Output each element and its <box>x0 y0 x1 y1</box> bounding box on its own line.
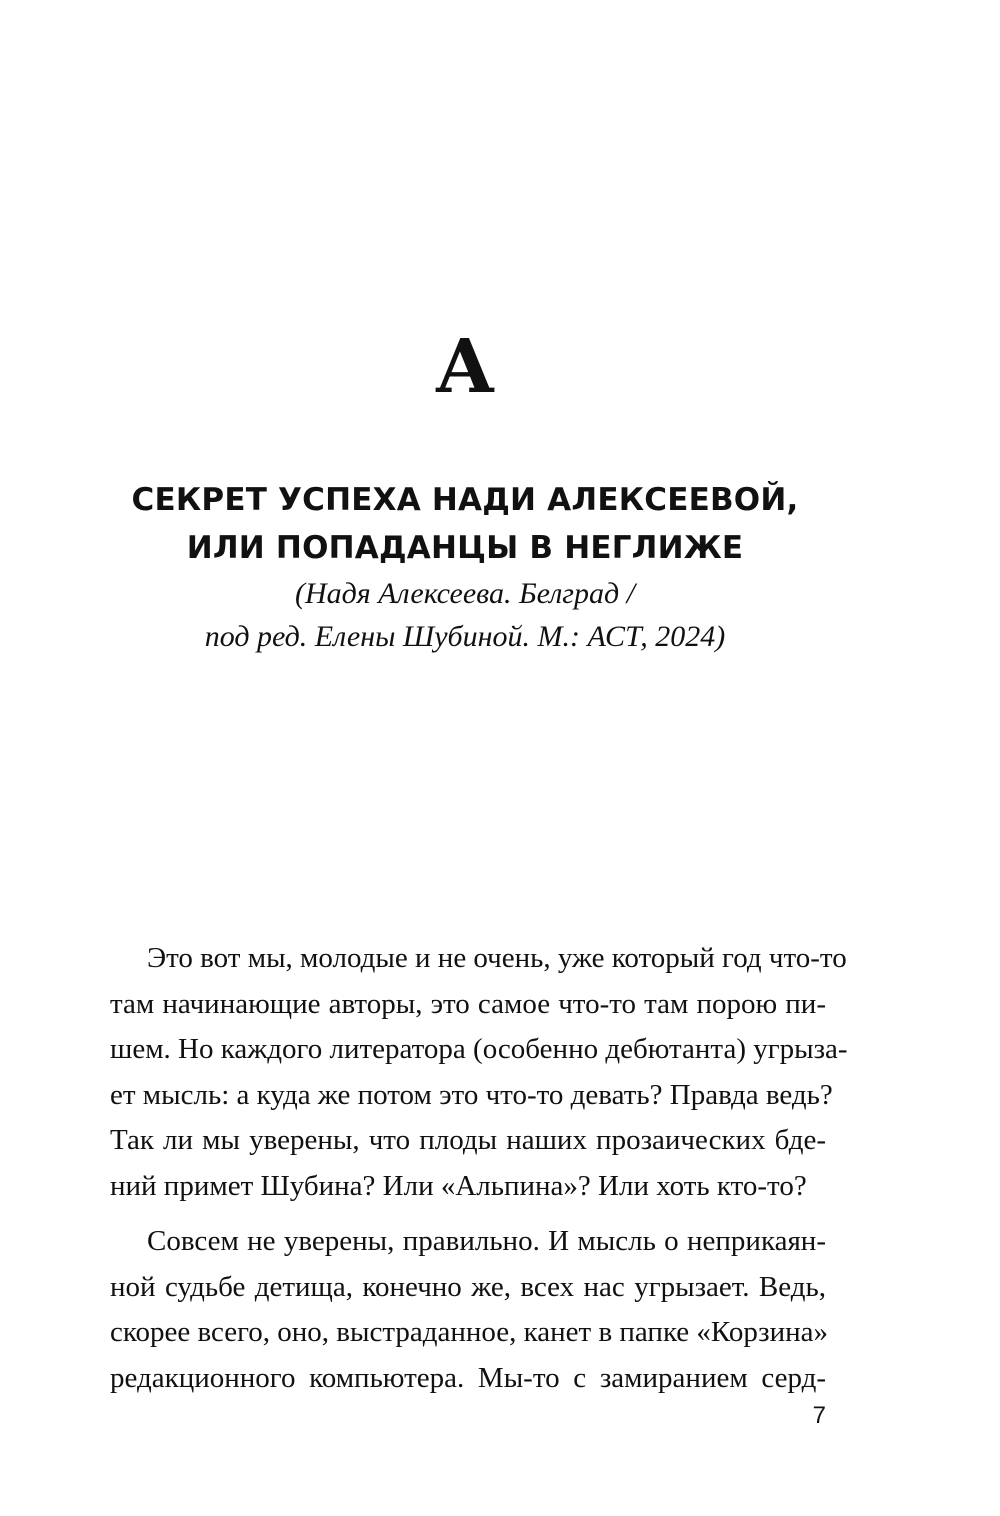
text-line: Это вот мы, молодые и не очень, уже который год что-то <box>147 942 847 974</box>
chapter-title-block <box>0 476 930 658</box>
text-line: шем. Но каждого литератора (особенно дебютанта) угрыза- <box>110 1033 848 1065</box>
text-line: скорее всего, оно, выстраданное, канет в папке «Корзина» <box>110 1316 829 1348</box>
text-line: ний примет Шубина? Или «Альпина»? Или хоть кто-то? <box>110 1169 807 1202</box>
chapter-subtitle-line-2: под ред. Елены Шубиной. М.: АСТ, 2024) <box>204 620 726 653</box>
chapter-title-line-2: ИЛИ ПОПАДАНЦЫ В НЕГЛИЖЕ <box>186 530 744 566</box>
text-line: Так ли мы уверены, что плоды наших прозаических бде- <box>110 1124 826 1156</box>
paragraph-1 <box>110 936 848 1209</box>
body-text <box>110 936 848 1401</box>
chapter-title-line-1: СЕКРЕТ УСПЕХА НАДИ АЛЕКСЕЕВОЙ, <box>131 482 799 518</box>
page-number: 7 <box>812 1402 826 1429</box>
text-line: ной судьбе детища, конечно же, всех нас угрызает. Ведь, <box>110 1270 826 1303</box>
chapter-subtitle-line-1: (Надя Алексеева. Белград / <box>294 577 636 610</box>
chapter-letter: А <box>434 324 496 410</box>
text-line: редакционного компьютера. Мы-то с замиранием серд- <box>110 1361 826 1394</box>
text-line: Совсем не уверены, правильно. И мысль о неприкаян- <box>147 1225 826 1257</box>
text-line: ет мысль: а куда же потом это что-то девать? Правда ведь? <box>110 1078 833 1111</box>
text-line: там начинающие авторы, это самое что-то там порою пи- <box>110 987 826 1020</box>
paragraph-2 <box>110 1219 829 1401</box>
